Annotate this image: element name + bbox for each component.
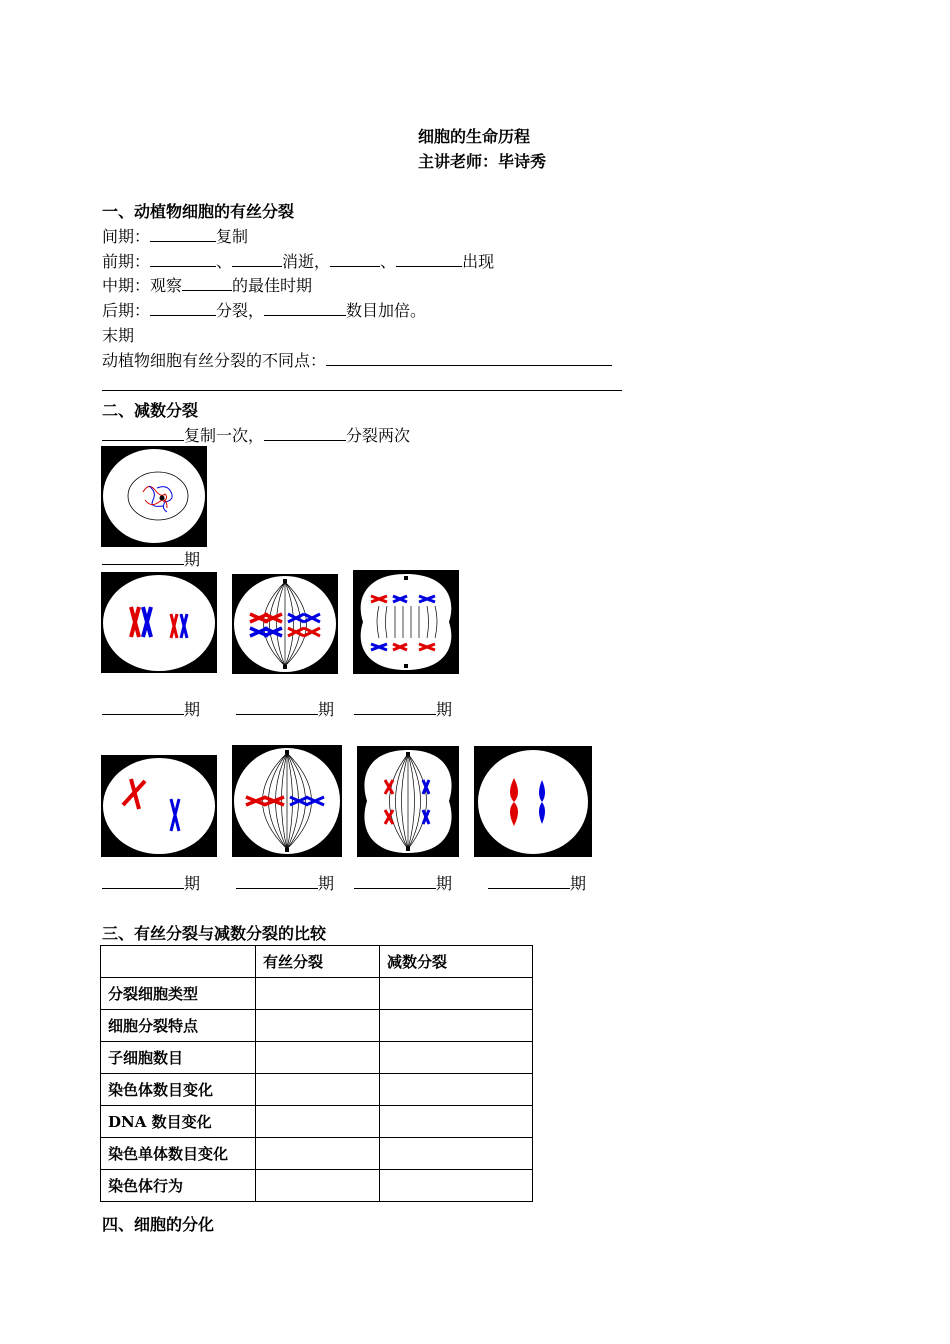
- stage-label: [354, 874, 452, 894]
- table-cell[interactable]: [256, 1106, 380, 1138]
- blank[interactable]: [354, 874, 436, 889]
- blank[interactable]: [330, 252, 380, 267]
- table-cell[interactable]: [380, 978, 533, 1010]
- label: 中期：观察: [102, 276, 183, 295]
- blank[interactable]: [264, 426, 346, 441]
- label: 分裂两次: [346, 426, 411, 445]
- blank[interactable]: [150, 227, 216, 242]
- telophase-line: 末期: [102, 326, 135, 345]
- row-label: 染色体行为: [101, 1170, 256, 1202]
- blank[interactable]: [354, 700, 436, 715]
- section1-heading: 一、动植物细胞的有丝分裂: [102, 202, 295, 221]
- section3-heading: 三、有丝分裂与减数分裂的比较: [102, 924, 327, 943]
- row-label: 子细胞数目: [101, 1042, 256, 1074]
- label: 间期：: [102, 227, 151, 246]
- table-cell[interactable]: [380, 1010, 533, 1042]
- table-header-cell: 减数分裂: [380, 946, 533, 978]
- blank[interactable]: [326, 351, 612, 366]
- blank[interactable]: [236, 874, 318, 889]
- table-cell[interactable]: [256, 978, 380, 1010]
- blank[interactable]: [150, 252, 216, 267]
- label: 期: [184, 874, 201, 893]
- table-row: [101, 978, 533, 1010]
- blank[interactable]: [488, 874, 570, 889]
- label: 期: [184, 550, 201, 569]
- table-header-cell: [101, 946, 256, 978]
- row-label: 染色单体数目变化: [101, 1138, 256, 1170]
- blank[interactable]: [150, 301, 216, 316]
- label: 消逝，: [282, 252, 331, 271]
- stage-label: [102, 874, 200, 894]
- table-cell[interactable]: [380, 1138, 533, 1170]
- blank[interactable]: [396, 252, 462, 267]
- stage-label: [236, 874, 334, 894]
- table-cell[interactable]: [380, 1074, 533, 1106]
- table-row: [101, 1074, 533, 1106]
- table-row: [101, 1042, 533, 1074]
- teacher-line: 主讲老师：毕诗秀: [418, 152, 547, 171]
- label: 、: [380, 252, 397, 271]
- table-header-cell: 有丝分裂: [256, 946, 380, 978]
- blank[interactable]: [232, 252, 282, 267]
- table-cell[interactable]: [380, 1106, 533, 1138]
- stage-label: [354, 700, 452, 720]
- blank[interactable]: [264, 301, 346, 316]
- blank[interactable]: [102, 874, 184, 889]
- table-row: [101, 1170, 533, 1202]
- page-title: 细胞的生命历程: [418, 127, 531, 146]
- table-cell[interactable]: [256, 1170, 380, 1202]
- table-cell[interactable]: [256, 1042, 380, 1074]
- label: 分裂，: [216, 301, 265, 320]
- label: 后期：: [102, 301, 151, 320]
- row-label: DNA 数目变化: [101, 1106, 256, 1138]
- cell-figure-anaphase-ii: [357, 746, 459, 857]
- stage-label: [102, 550, 200, 570]
- blank[interactable]: [236, 700, 318, 715]
- label: 期: [570, 874, 587, 893]
- label: 期: [318, 874, 335, 893]
- label: 出现: [462, 252, 495, 271]
- table-cell[interactable]: [256, 1138, 380, 1170]
- stage-label: [102, 700, 200, 720]
- row-label: 细胞分裂特点: [101, 1010, 256, 1042]
- meiosis-intro-line: [102, 426, 410, 446]
- label: 前期：: [102, 252, 151, 271]
- table-row: [101, 1010, 533, 1042]
- blank[interactable]: [102, 700, 184, 715]
- cell-figure-metaphase-i: [232, 574, 338, 674]
- cell-figure-prophase-i: [101, 572, 217, 673]
- label: 的最佳时期: [232, 276, 313, 295]
- label: 复制: [216, 227, 249, 246]
- label: 期: [184, 700, 201, 719]
- table-header-row: [101, 946, 533, 978]
- table-cell[interactable]: [380, 1170, 533, 1202]
- label: 期: [436, 700, 453, 719]
- comparison-table: [100, 945, 533, 1202]
- blank[interactable]: [182, 276, 232, 291]
- label: 、: [216, 252, 233, 271]
- interphase-line: [102, 227, 248, 247]
- row-label: 分裂细胞类型: [101, 978, 256, 1010]
- table-cell[interactable]: [256, 1010, 380, 1042]
- section4-heading: 四、细胞的分化: [102, 1215, 215, 1234]
- table-cell[interactable]: [380, 1042, 533, 1074]
- blank[interactable]: [102, 426, 184, 441]
- table-cell[interactable]: [256, 1074, 380, 1106]
- stage-label: [488, 874, 586, 894]
- label: 数目加倍。: [346, 301, 427, 320]
- metaphase-line: [102, 276, 312, 296]
- row-label: 染色体数目变化: [101, 1074, 256, 1106]
- label: 复制一次，: [184, 426, 265, 445]
- blank-line[interactable]: [102, 390, 622, 391]
- label: 期: [436, 874, 453, 893]
- blank[interactable]: [102, 550, 184, 565]
- cell-figure-metaphase-ii: [232, 745, 342, 857]
- table-row: [101, 1138, 533, 1170]
- anaphase-line: [102, 301, 426, 321]
- cell-figure-prophase-ii: [101, 755, 217, 857]
- cell-figure-anaphase-i: [353, 570, 459, 674]
- label: 动植物细胞有丝分裂的不同点：: [102, 351, 327, 370]
- difference-line: [102, 351, 612, 371]
- cell-figure-telophase-ii: [474, 746, 592, 857]
- cell-figure-interphase: [101, 446, 207, 547]
- table-row: [101, 1106, 533, 1138]
- prophase-line: [102, 252, 494, 272]
- stage-label: [236, 700, 334, 720]
- label: 期: [318, 700, 335, 719]
- section2-heading: 二、减数分裂: [102, 401, 199, 420]
